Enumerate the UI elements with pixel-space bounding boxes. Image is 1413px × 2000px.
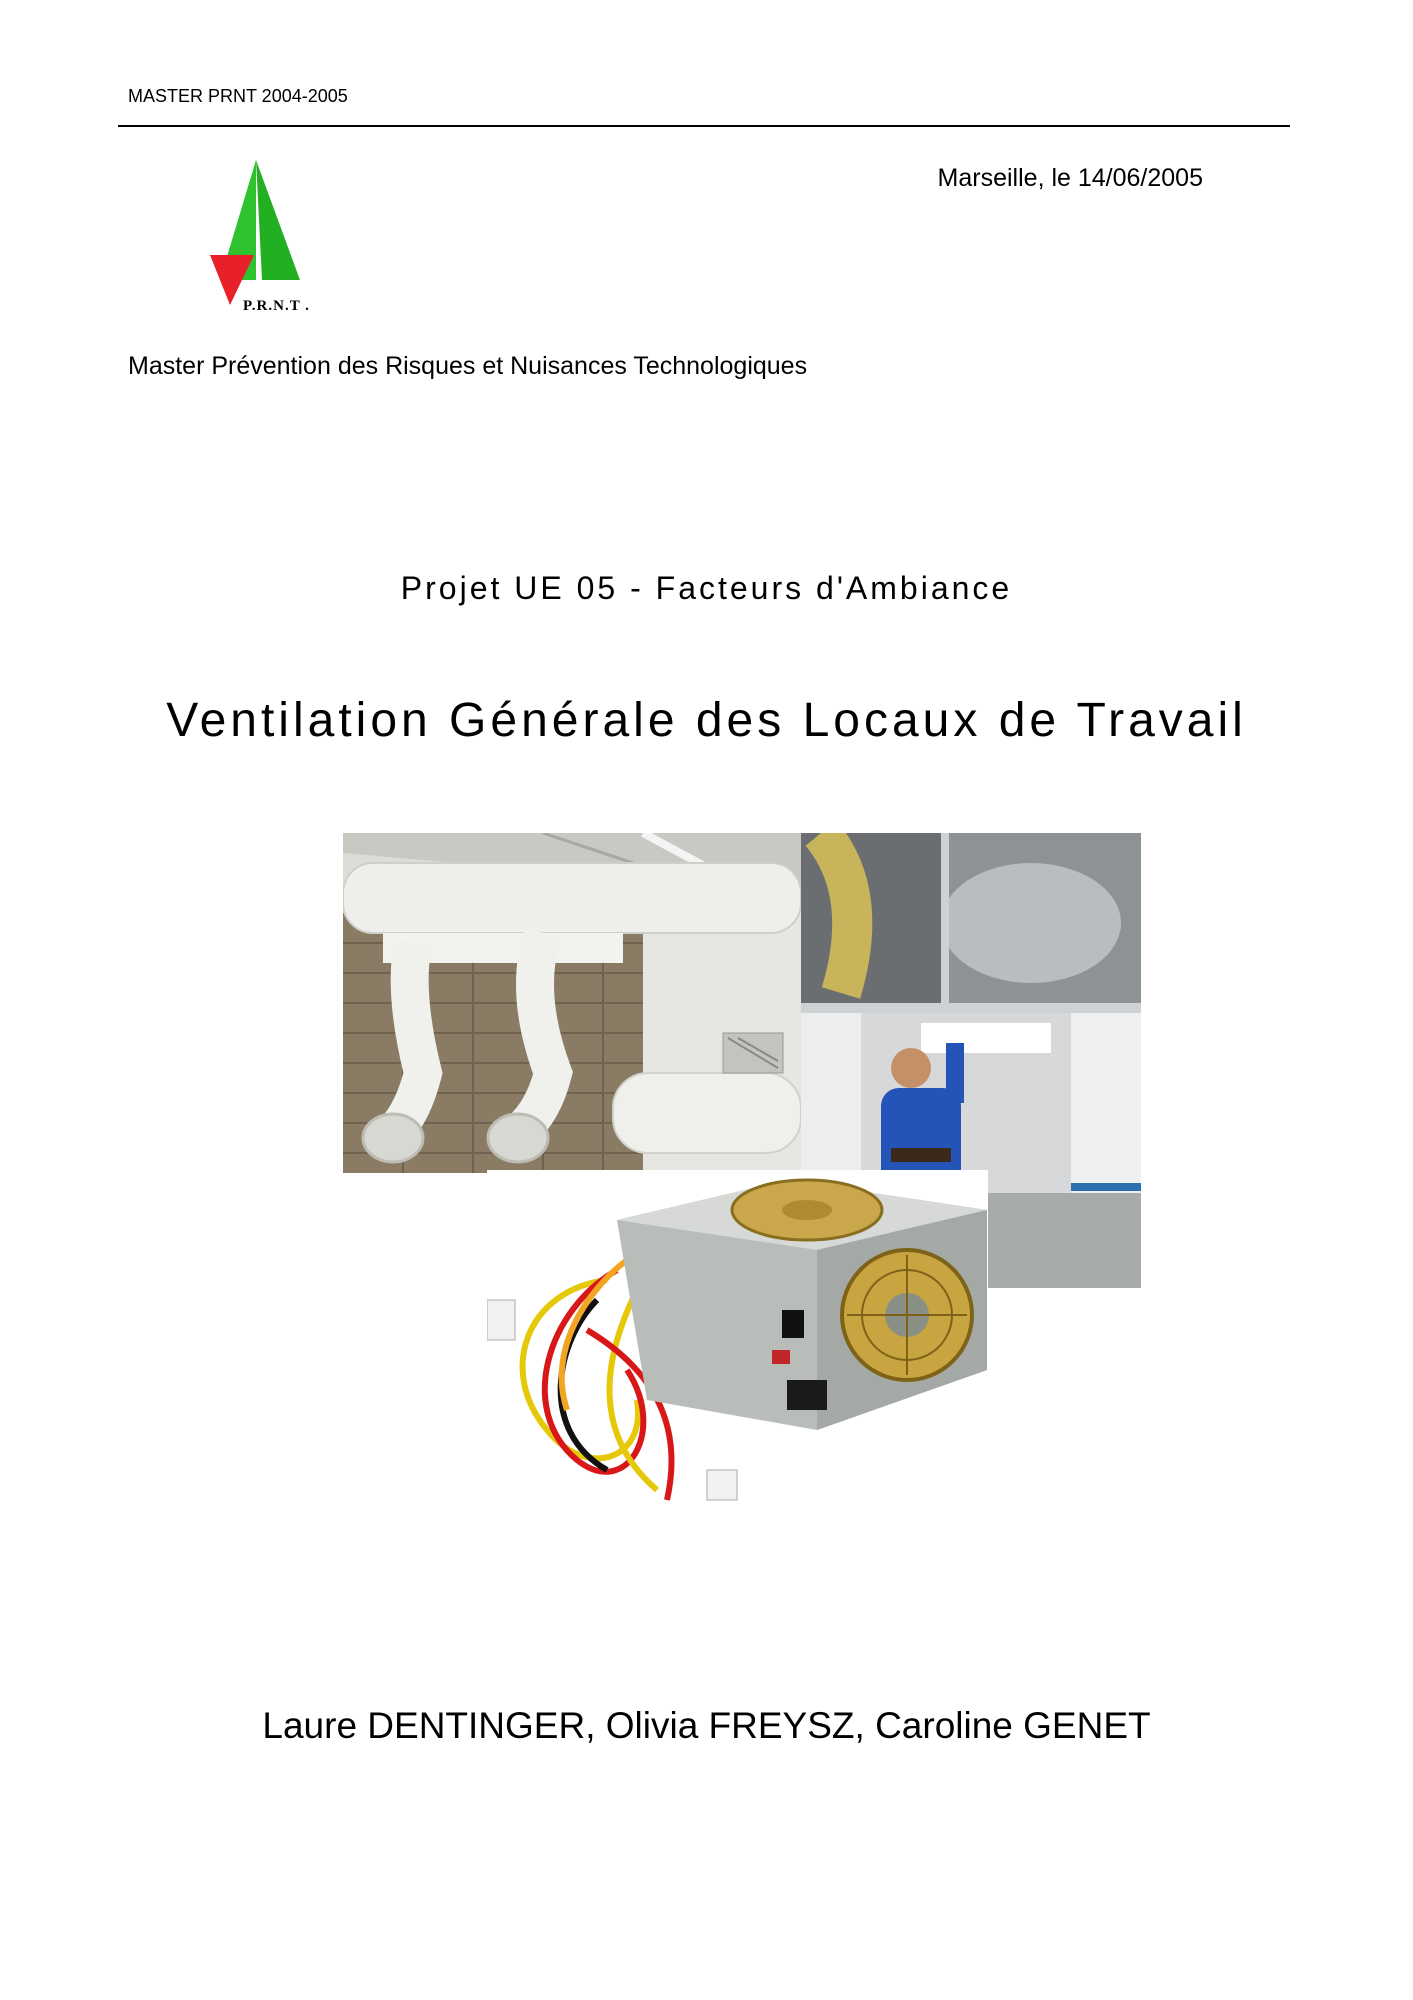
ventilation-ducts-photo xyxy=(343,833,801,1173)
header-divider xyxy=(118,125,1290,127)
authors: Laure DENTINGER, Olivia FREYSZ, Caroline GENET xyxy=(262,1705,1151,1746)
logo-caption: P.R.N.T . xyxy=(243,298,310,314)
program-name: Master Prévention des Risques et Nuisances Technologiques xyxy=(128,352,808,380)
project-line: Projet UE 05 - Facteurs d'Ambiance xyxy=(400,570,1013,606)
header-text: MASTER PRNT 2004-2005 xyxy=(128,86,348,106)
computer-power-supply-photo xyxy=(487,1170,988,1522)
document-title: Ventilation Générale des Locaux de Travail xyxy=(166,694,1247,747)
date-line: Marseille, le 14/06/2005 xyxy=(937,164,1203,192)
prnt-logo xyxy=(200,160,330,320)
